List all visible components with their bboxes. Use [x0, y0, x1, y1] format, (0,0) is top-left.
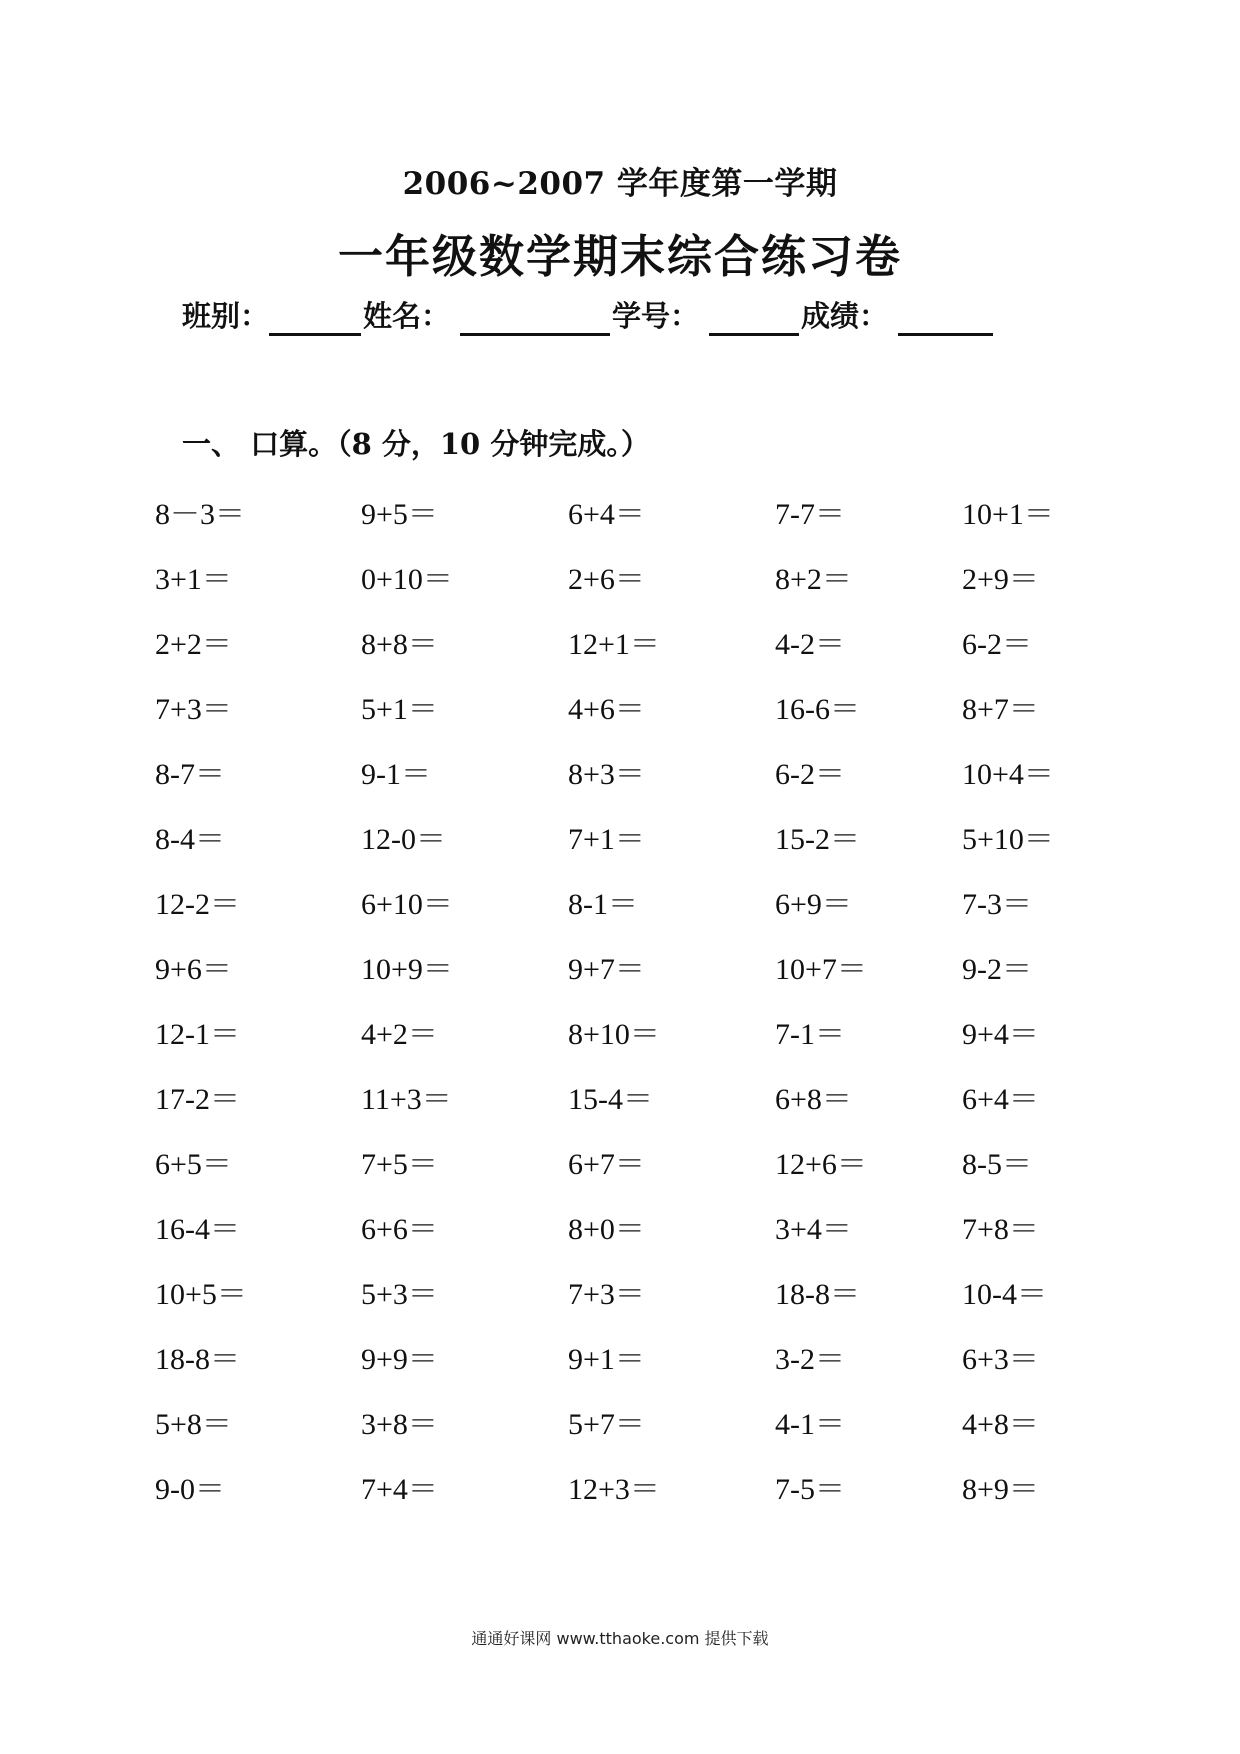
arithmetic-problem: 10+1＝: [962, 497, 1054, 531]
arithmetic-problem: 4-1＝: [775, 1407, 845, 1441]
student-number-label: 学号：: [612, 299, 700, 333]
problem-row: [155, 937, 1115, 1002]
problem-row: [155, 872, 1115, 937]
problem-row: [155, 1067, 1115, 1132]
arithmetic-problem: 5+3＝: [361, 1277, 438, 1311]
arithmetic-problem: 7+1＝: [568, 822, 645, 856]
arithmetic-problem: 12+6＝: [775, 1147, 867, 1181]
arithmetic-problem: 3+1＝: [155, 562, 232, 596]
arithmetic-problem: 7-7＝: [775, 497, 845, 531]
arithmetic-problem: 15-4＝: [568, 1082, 653, 1116]
score-blank[interactable]: [898, 297, 993, 336]
arithmetic-problem: 8+10＝: [568, 1017, 660, 1051]
arithmetic-problem: 11+3＝: [361, 1082, 452, 1116]
problem-row: [155, 547, 1115, 612]
arithmetic-problem: 6+5＝: [155, 1147, 232, 1181]
arithmetic-problem: 9+5＝: [361, 497, 438, 531]
arithmetic-problem: 4+6＝: [568, 692, 645, 726]
arithmetic-problem: 2+2＝: [155, 627, 232, 661]
arithmetic-problem: 6-2＝: [962, 627, 1032, 661]
arithmetic-problem: 2+9＝: [962, 562, 1039, 596]
arithmetic-problem: 6+6＝: [361, 1212, 438, 1246]
arithmetic-problem: 8－3＝: [155, 497, 245, 531]
arithmetic-problem: 8+3＝: [568, 757, 645, 791]
arithmetic-problem: 7+5＝: [361, 1147, 438, 1181]
arithmetic-problem: 8+8＝: [361, 627, 438, 661]
arithmetic-problem: 10+9＝: [361, 952, 453, 986]
student-info-row: [182, 290, 1082, 336]
arithmetic-problem: 8-5＝: [962, 1147, 1032, 1181]
arithmetic-problem: 16-6＝: [775, 692, 860, 726]
arithmetic-problem: 10+4＝: [962, 757, 1054, 791]
arithmetic-problem: 3+8＝: [361, 1407, 438, 1441]
arithmetic-problem: 6+7＝: [568, 1147, 645, 1181]
problem-row: [155, 1457, 1115, 1522]
problem-row: [155, 742, 1115, 807]
exam-title: 一年级数学期末综合练习卷: [337, 230, 902, 283]
arithmetic-problem: 4-2＝: [775, 627, 845, 661]
arithmetic-problem: 9+4＝: [962, 1017, 1039, 1051]
arithmetic-problem: 7+3＝: [568, 1277, 645, 1311]
arithmetic-problem: 4+8＝: [962, 1407, 1039, 1441]
arithmetic-problem: 7-1＝: [775, 1017, 845, 1051]
arithmetic-problem: 8-4＝: [155, 822, 225, 856]
arithmetic-problem: 7+8＝: [962, 1212, 1039, 1246]
arithmetic-problem: 6+3＝: [962, 1342, 1039, 1376]
arithmetic-problem: 9-0＝: [155, 1472, 225, 1506]
arithmetic-problem: 6+4＝: [568, 497, 645, 531]
problem-row: [155, 807, 1115, 872]
arithmetic-problem: 9-2＝: [962, 952, 1032, 986]
section-heading: 一、 口算。（8 分，10 分钟完成。）: [182, 427, 650, 461]
arithmetic-problem: 8-7＝: [155, 757, 225, 791]
arithmetic-problem: 6+8＝: [775, 1082, 852, 1116]
arithmetic-problem: 12-2＝: [155, 887, 240, 921]
arithmetic-problem: 3-2＝: [775, 1342, 845, 1376]
arithmetic-problem: 6-2＝: [775, 757, 845, 791]
arithmetic-problem: 17-2＝: [155, 1082, 240, 1116]
arithmetic-problem: 9+1＝: [568, 1342, 645, 1376]
arithmetic-problem: 15-2＝: [775, 822, 860, 856]
arithmetic-problem: 18-8＝: [155, 1342, 240, 1376]
score-label: 成绩：: [801, 299, 889, 333]
arithmetic-problem: 8-1＝: [568, 887, 638, 921]
name-blank[interactable]: [460, 297, 610, 336]
arithmetic-problem: 9+7＝: [568, 952, 645, 986]
problem-row: [155, 482, 1115, 547]
arithmetic-problem: 5+10＝: [962, 822, 1054, 856]
name-label: 姓名：: [363, 299, 451, 333]
arithmetic-problem: 9+9＝: [361, 1342, 438, 1376]
arithmetic-problem: 8+2＝: [775, 562, 852, 596]
arithmetic-problem: 7-5＝: [775, 1472, 845, 1506]
problem-row: [155, 1197, 1115, 1262]
arithmetic-problem: 6+10＝: [361, 887, 453, 921]
arithmetic-problem: 10+7＝: [775, 952, 867, 986]
class-blank[interactable]: [269, 297, 361, 336]
problem-row: [155, 677, 1115, 742]
problem-row: [155, 612, 1115, 677]
arithmetic-problem: 8+7＝: [962, 692, 1039, 726]
arithmetic-problem: 5+1＝: [361, 692, 438, 726]
problem-row: [155, 1132, 1115, 1197]
arithmetic-problem: 10+5＝: [155, 1277, 247, 1311]
class-label: 班别：: [182, 299, 270, 333]
arithmetic-problem: 0+10＝: [361, 562, 453, 596]
arithmetic-problem: 7-3＝: [962, 887, 1032, 921]
arithmetic-problem: 8+0＝: [568, 1212, 645, 1246]
arithmetic-problem: 16-4＝: [155, 1212, 240, 1246]
arithmetic-problem: 7+4＝: [361, 1472, 438, 1506]
arithmetic-problem: 5+8＝: [155, 1407, 232, 1441]
arithmetic-problem: 9-1＝: [361, 757, 431, 791]
problem-row: [155, 1392, 1115, 1457]
arithmetic-problem: 18-8＝: [775, 1277, 860, 1311]
arithmetic-problem: 10-4＝: [962, 1277, 1047, 1311]
arithmetic-problem: 4+2＝: [361, 1017, 438, 1051]
arithmetic-problem: 12-0＝: [361, 822, 446, 856]
arithmetic-problem: 12+3＝: [568, 1472, 660, 1506]
footer-source: 通通好课网 www.tthaoke.com 提供下载: [471, 1629, 769, 1648]
arithmetic-problem: 2+6＝: [568, 562, 645, 596]
arithmetic-problem: 6+4＝: [962, 1082, 1039, 1116]
arithmetic-problem: 12+1＝: [568, 627, 660, 661]
arithmetic-problem: 5+7＝: [568, 1407, 645, 1441]
mental-math-grid: [155, 482, 1115, 1522]
problem-row: [155, 1262, 1115, 1327]
arithmetic-problem: 9+6＝: [155, 952, 232, 986]
arithmetic-problem: 6+9＝: [775, 887, 852, 921]
arithmetic-problem: 8+9＝: [962, 1472, 1039, 1506]
problem-row: [155, 1002, 1115, 1067]
arithmetic-problem: 12-1＝: [155, 1017, 240, 1051]
student-number-blank[interactable]: [709, 297, 799, 336]
arithmetic-problem: 3+4＝: [775, 1212, 852, 1246]
problem-row: [155, 1327, 1115, 1392]
term-line: 2006~2007 学年度第一学期: [402, 166, 838, 202]
arithmetic-problem: 7+3＝: [155, 692, 232, 726]
